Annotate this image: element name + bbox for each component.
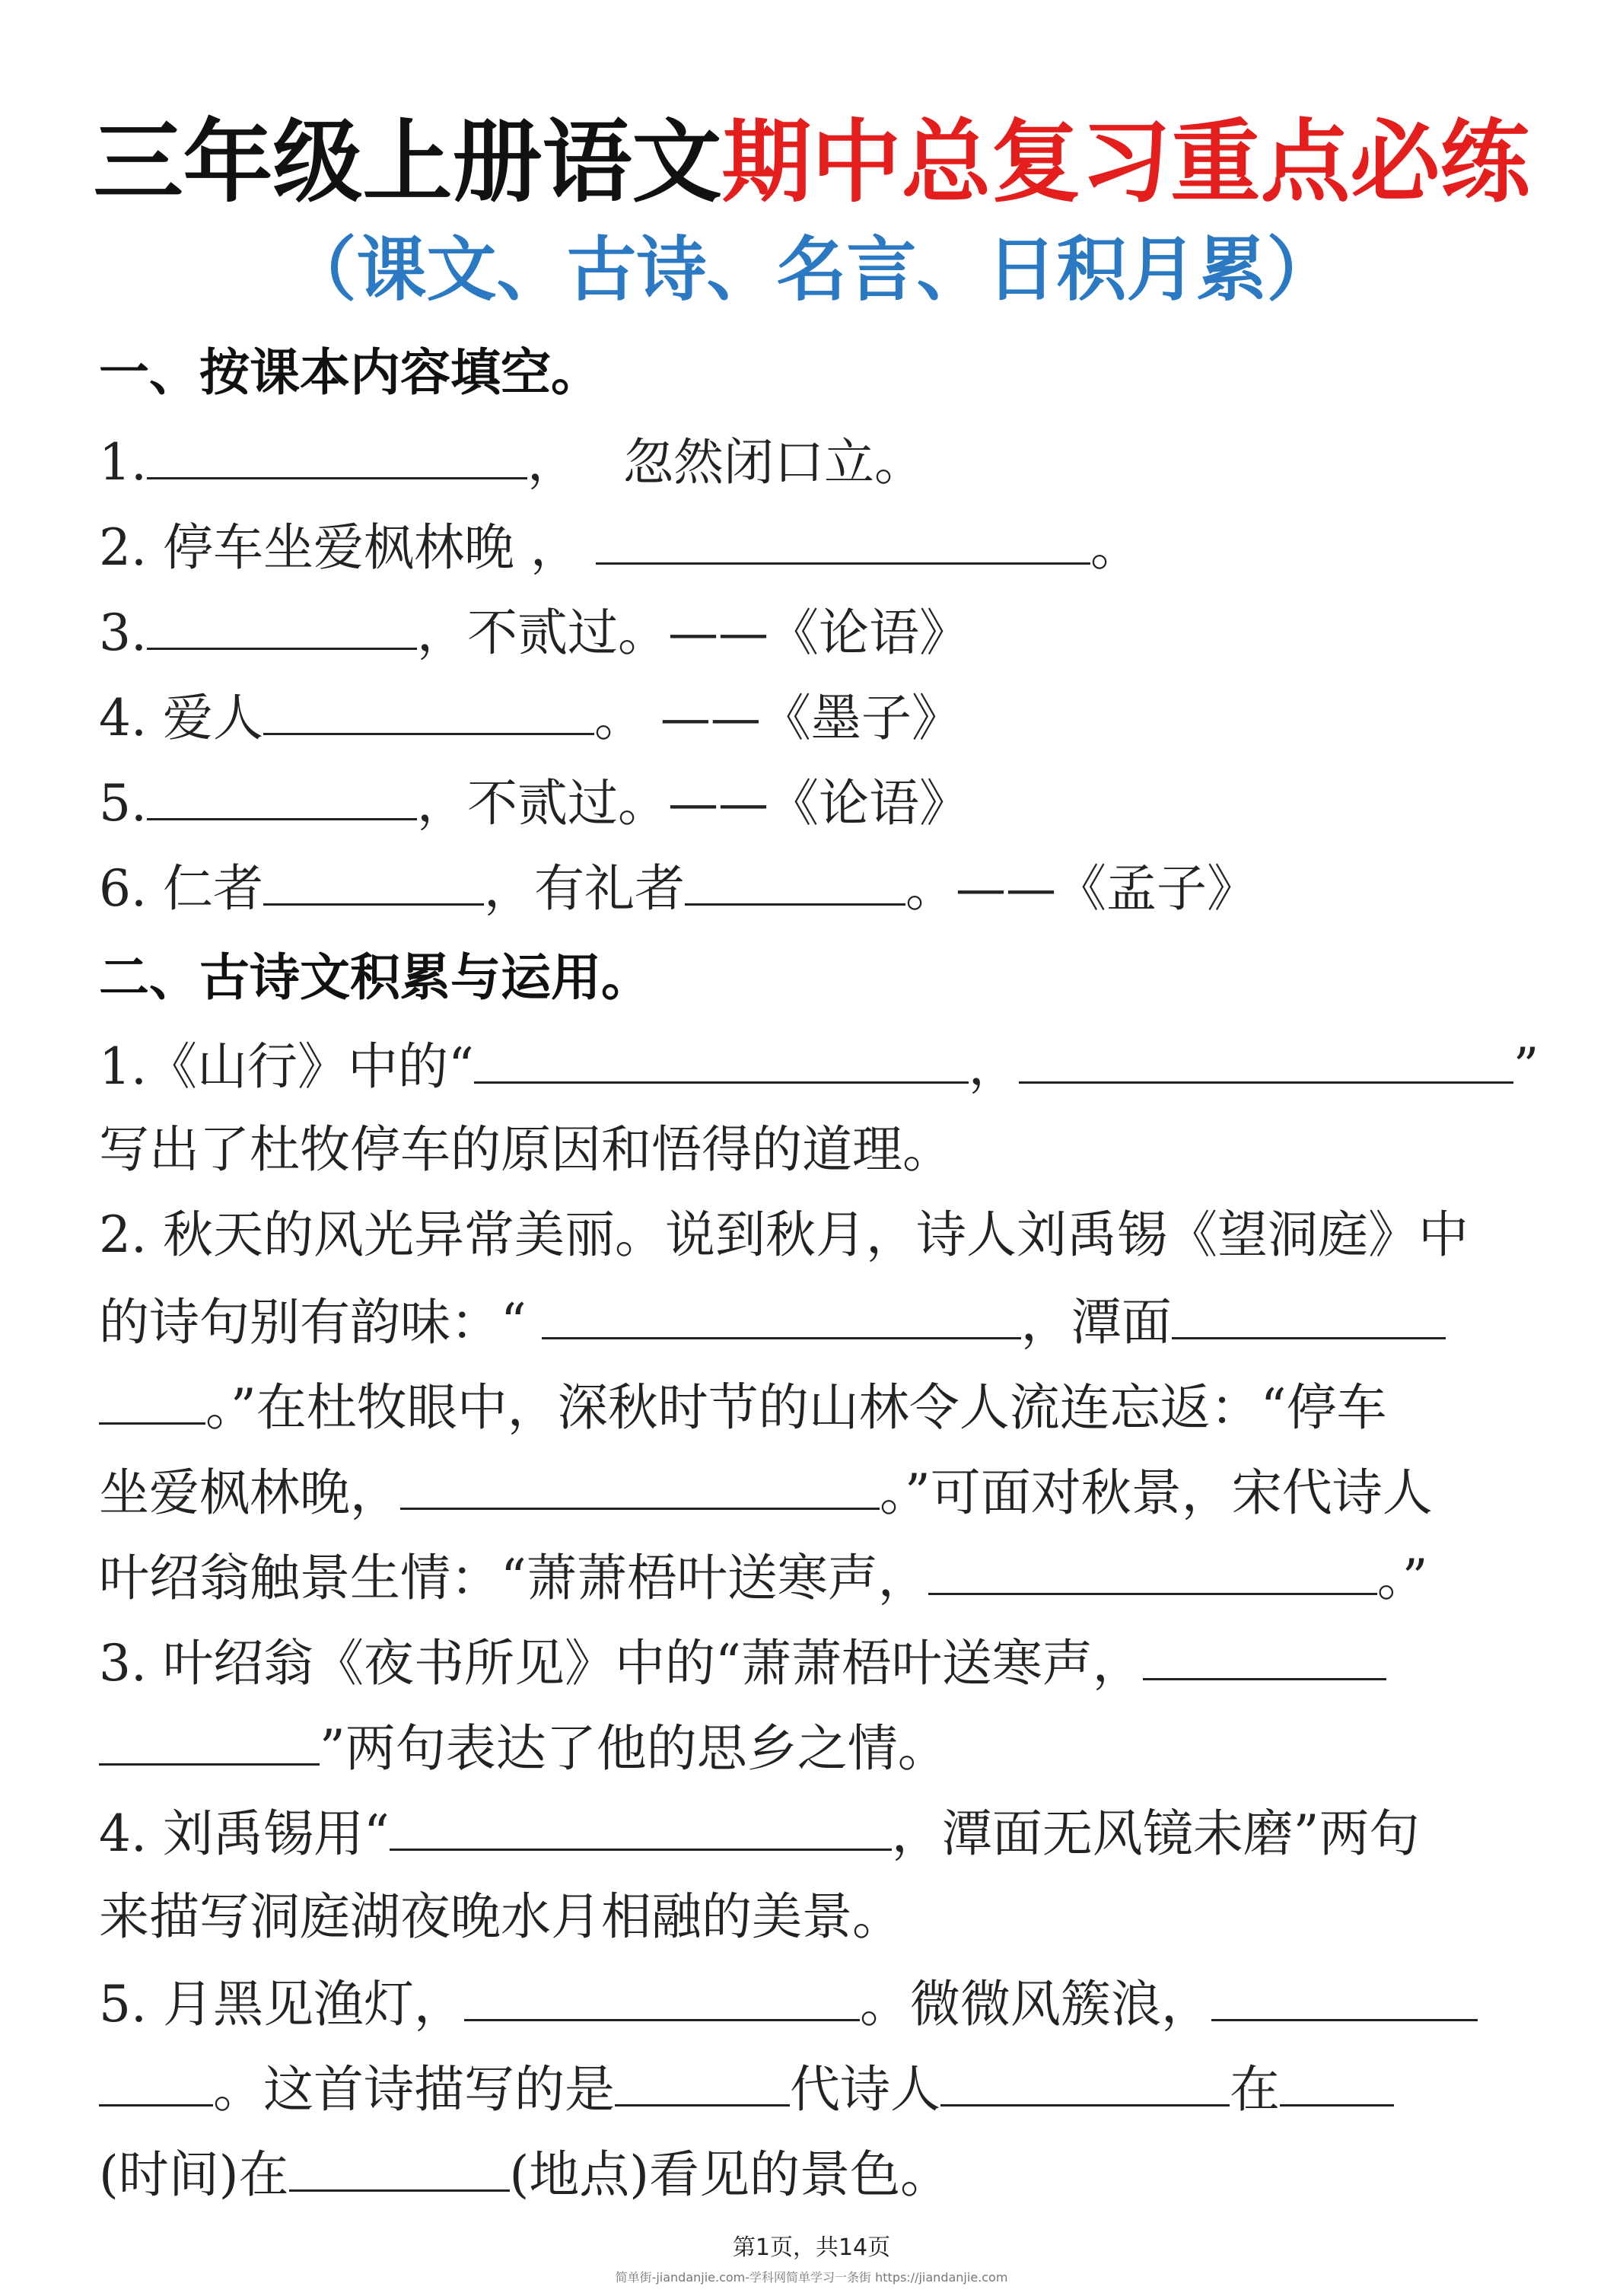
s2-q2-line5: 叶绍翁触景生情：“萧萧梧叶送寒声， 。”: [99, 1546, 1537, 1609]
s2-q5-line1: 5. 月黑见渔灯， 。微微风簇浪，: [99, 1972, 1537, 2035]
s1-line-1: 1. ， 忽然闭口立。: [99, 430, 1537, 493]
s2-q3-line1: 3. 叶绍翁《夜书所见》中的“萧萧梧叶送寒声，: [99, 1631, 1537, 1694]
section2-heading: 二、古诗文积累与运用。: [99, 948, 651, 1007]
blank[interactable]: [99, 1375, 205, 1425]
source-footer: 简单街-jiandanjie.com-学科网简单学习一条街 https://jiandanjie.com: [615, 2270, 1008, 2285]
s2-q4-line1: 4. 刘禹锡用“ ，潭面无风镜未磨”两句: [99, 1801, 1537, 1865]
blank[interactable]: [1143, 1631, 1386, 1680]
blank[interactable]: [99, 1716, 320, 1766]
s2-q2-line3: 。”在杜牧眼中，深秋时节的山林令人流连忘返：“停车: [99, 1375, 1537, 1438]
blank[interactable]: [542, 1290, 1021, 1339]
page-subtitle: （课文、古诗、名言、日积月累）: [286, 229, 1337, 310]
page-title: [0, 110, 1623, 215]
blank[interactable]: [147, 771, 417, 820]
s2-q4-line2: 来描写洞庭湖夜晚水月相融的美景。: [99, 1887, 902, 1946]
s2-q5-line3: (时间)在 (地点)看见的景色。: [99, 2142, 1537, 2205]
blank[interactable]: [289, 2142, 510, 2192]
blank[interactable]: [147, 430, 527, 479]
blank[interactable]: [390, 1801, 892, 1851]
page-number: 第1页，共14页: [732, 2234, 891, 2261]
s1-line-2: 2. 停车坐爱枫林晚 ， 。: [99, 515, 1537, 578]
blank[interactable]: [1172, 1290, 1446, 1339]
s1-line-3: 3. ，不贰过。——《论语》: [99, 600, 1537, 664]
blank[interactable]: [474, 1034, 969, 1084]
blank[interactable]: [1280, 2057, 1394, 2107]
blank[interactable]: [263, 856, 484, 906]
blank[interactable]: [1019, 1034, 1513, 1084]
title-black: 三年级上册语文: [93, 110, 722, 215]
s1-line-6: 6. 仁者 ，有礼者 。——《孟子》: [99, 856, 1537, 919]
s2-q1-line2: 写出了杜牧停车的原因和悟得的道理。: [99, 1120, 953, 1179]
blank[interactable]: [940, 2057, 1230, 2107]
s2-q3-line2: ”两句表达了他的思乡之情。: [99, 1716, 1537, 1779]
s2-q1-line1: 1.《山行》中的“ ， ”: [99, 1034, 1537, 1097]
blank[interactable]: [400, 1460, 880, 1510]
s2-q2-line1: 2. 秋天的风光异常美丽。说到秋月，诗人刘禹锡《望洞庭》中: [99, 1205, 1469, 1264]
blank[interactable]: [464, 1972, 860, 2021]
s1-line-4: 4. 爱人 。 ——《墨子》: [99, 686, 1537, 749]
blank[interactable]: [147, 600, 417, 650]
s2-q2-line4: 坐爱枫林晚， 。”可面对秋景，宋代诗人: [99, 1460, 1537, 1524]
blank[interactable]: [263, 686, 594, 735]
blank[interactable]: [685, 856, 905, 906]
blank[interactable]: [99, 2057, 213, 2107]
blank[interactable]: [1211, 1972, 1478, 2021]
section1-heading: 一、按课本内容填空。: [99, 343, 601, 402]
s2-q5-line2: 。这首诗描写的是 代诗人 在: [99, 2057, 1537, 2120]
blank[interactable]: [615, 2057, 790, 2107]
blank[interactable]: [596, 515, 1090, 565]
s2-q2-line2: 的诗句别有韵味：“ ，潭面: [99, 1290, 1537, 1353]
blank[interactable]: [928, 1546, 1377, 1595]
s1-line-5: 5. ，不贰过。——《论语》: [99, 771, 1537, 834]
title-red: 期中总复习重点必练: [721, 110, 1530, 215]
